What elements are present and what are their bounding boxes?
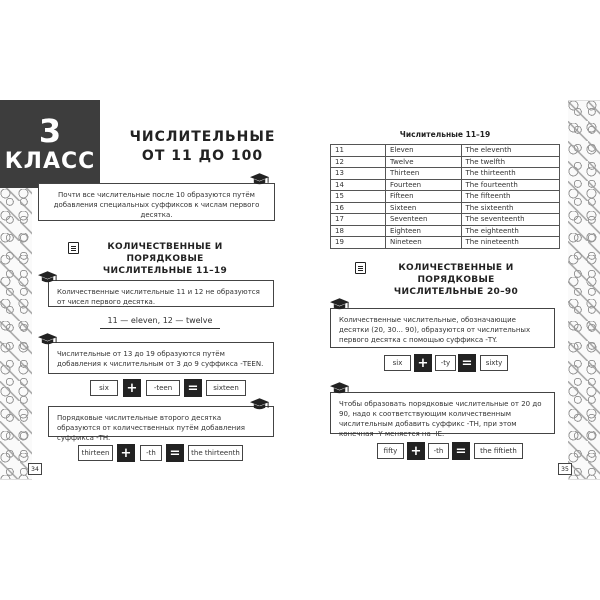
cell-ordinal: The fourteenth	[461, 179, 559, 191]
intro-box	[38, 183, 275, 221]
cell-cardinal: Thirteen	[385, 168, 461, 180]
cell-ordinal: The eleventh	[461, 145, 559, 157]
cell-number: 15	[331, 191, 386, 203]
cell-cardinal: Seventeen	[385, 214, 461, 226]
cell-number: 11	[331, 145, 386, 157]
section-heading-20-90	[372, 262, 540, 298]
table-row	[331, 179, 560, 191]
grade-word: КЛАСС	[4, 149, 96, 174]
formula-ty-box: -ty	[435, 355, 456, 371]
graduation-cap-icon	[38, 332, 58, 346]
grade-badge	[0, 100, 100, 188]
formula-thirteen-box: thirteen	[78, 445, 113, 461]
note-ordinal-tens-text: Чтобы образовать порядковые числительные от 20 до 90, надо к соответствующим количественным числительным добавить суффикс -TH, при этом конечная -Y меняется на -IE.	[339, 400, 542, 439]
doodle-border-right	[568, 100, 600, 480]
cell-number: 14	[331, 179, 386, 191]
example-11-12: 11 — eleven, 12 — twelve	[107, 316, 213, 325]
page-number-left: 34	[28, 463, 42, 475]
cell-number: 19	[331, 237, 386, 249]
cell-ordinal: The eighteenth	[461, 225, 559, 237]
table-title: Числительные 11–19	[399, 130, 491, 139]
equals-sign: =	[458, 354, 476, 372]
cell-cardinal: Eighteen	[385, 225, 461, 237]
note-11-12-box	[48, 280, 274, 307]
cell-cardinal: Fifteen	[385, 191, 461, 203]
section-heading-11-19	[85, 241, 245, 277]
formula-fifty-box: fifty	[377, 443, 404, 459]
plus-sign: +	[414, 354, 432, 372]
graduation-cap-icon	[330, 297, 350, 311]
graduation-cap-icon	[250, 397, 270, 411]
note-ordinal-box	[48, 406, 274, 443]
table-row	[331, 202, 560, 214]
numerals-table	[330, 144, 560, 249]
table-row	[331, 225, 560, 237]
formula-sixteen-box: sixteen	[206, 380, 246, 396]
section-heading-line-1: КОЛИЧЕСТВЕННЫЕ И ПОРЯДКОВЫЕ	[107, 242, 223, 265]
table-row	[331, 237, 560, 249]
example-underline	[100, 328, 220, 329]
cell-number: 12	[331, 156, 386, 168]
table-row	[331, 168, 560, 180]
cell-ordinal: The fifteenth	[461, 191, 559, 203]
formula-the-fiftieth-box: the fiftieth	[474, 443, 523, 459]
formula-sixty-box: sixty	[480, 355, 508, 371]
plus-sign: +	[407, 442, 425, 460]
equals-sign: =	[452, 442, 470, 460]
note-tens-text: Количественные числительные, обозначающие десятки (20, 30... 90), образуются от числительных первого десятка с помощью суффикса -TY.	[339, 316, 531, 345]
table-row	[331, 191, 560, 203]
cell-number: 13	[331, 168, 386, 180]
plus-sign: +	[117, 444, 135, 462]
formula-th-box: -th	[428, 443, 449, 459]
intro-text: Почти все числительные после 10 образуются путём добавления специальных суффиксов к числам первого десятка.	[53, 191, 260, 220]
cell-ordinal: The nineteenth	[461, 237, 559, 249]
graduation-cap-icon	[38, 270, 58, 284]
equals-sign: =	[184, 379, 202, 397]
graduation-cap-icon	[250, 172, 270, 186]
cell-ordinal: The seventeenth	[461, 214, 559, 226]
formula-the-thirteenth-box: the thirteenth	[188, 445, 243, 461]
note-ordinal-tens-box	[330, 392, 555, 439]
cell-ordinal: The thirteenth	[461, 168, 559, 180]
plus-sign: +	[123, 379, 141, 397]
book-icon	[355, 262, 366, 274]
book-icon	[68, 242, 79, 254]
equals-sign: =	[166, 444, 184, 462]
table-row	[331, 156, 560, 168]
formula-six-box: six	[384, 355, 411, 371]
section-heading-line-2: ЧИСЛИТЕЛЬНЫЕ 20–90	[393, 287, 519, 298]
title-line-2: ОТ 11 ДО 100	[141, 147, 264, 164]
formula-th-box: -th	[140, 445, 162, 461]
cell-ordinal: The twelfth	[461, 156, 559, 168]
cell-number: 17	[331, 214, 386, 226]
graduation-cap-icon	[330, 381, 350, 395]
cell-cardinal: Nineteen	[385, 237, 461, 249]
note-13-19-box	[48, 342, 274, 374]
cell-ordinal: The sixteenth	[461, 202, 559, 214]
page-number-right: 35	[558, 463, 572, 475]
grade-number: 3	[38, 112, 62, 150]
cell-number: 16	[331, 202, 386, 214]
table-row	[331, 145, 560, 157]
note-tens-box	[330, 308, 555, 348]
section-heading-line-2: ЧИСЛИТЕЛЬНЫЕ 11–19	[102, 266, 228, 277]
formula-teen-box: -teen	[146, 380, 180, 396]
note-ordinal-text: Порядковые числительные второго десятка образуются от количественных путём добавления суффикса -TH.	[57, 414, 246, 443]
cell-cardinal: Eleven	[385, 145, 461, 157]
cell-cardinal: Fourteen	[385, 179, 461, 191]
cell-cardinal: Twelve	[385, 156, 461, 168]
note-13-19-text: Числительные от 13 до 19 образуются путём добавления к числительным от 3 до 9 суффикса -TEEN.	[57, 350, 264, 369]
cell-cardinal: Sixteen	[385, 202, 461, 214]
section-heading-line-1: КОЛИЧЕСТВЕННЫЕ И ПОРЯДКОВЫЕ	[398, 263, 514, 286]
table-row	[331, 214, 560, 226]
title-line-1: ЧИСЛИТЕЛЬНЫЕ	[129, 129, 276, 145]
note-11-12-text: Количественные числительные 11 и 12 не образуются от чисел первого десятка.	[57, 288, 260, 307]
cell-number: 18	[331, 225, 386, 237]
page-title	[110, 128, 295, 166]
formula-six-box: six	[90, 380, 118, 396]
